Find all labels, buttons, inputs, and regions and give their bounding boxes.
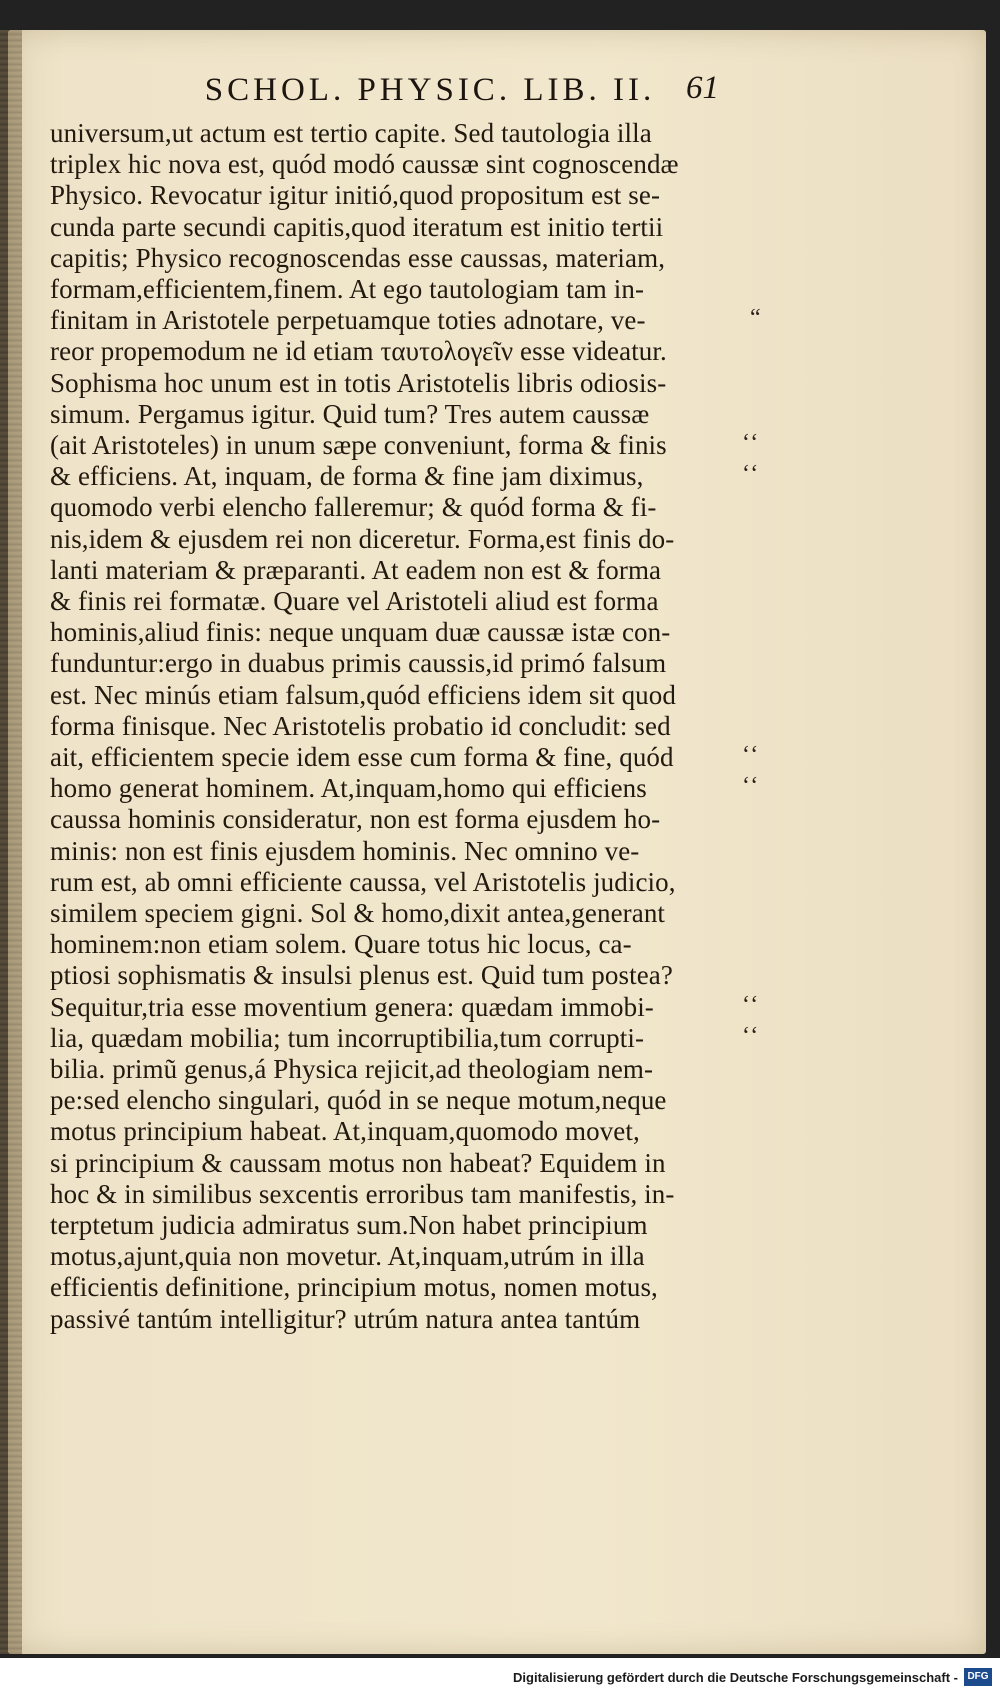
text-line: passivé tantúm intelligitur? utrúm natura antea tantúm	[50, 1303, 641, 1334]
text-line: hoc & in similibus sexcentis erroribus tam manifestis, in-	[50, 1178, 675, 1209]
text-line: Sequitur,tria esse moventium genera: quædam immobi-	[50, 991, 654, 1022]
text-line: quomodo verbi elencho falleremur; & quód forma & fi-	[50, 492, 657, 523]
text-line: lanti materiam & præparanti. At eadem non est & forma	[50, 554, 662, 585]
text-line: forma finisque. Nec Aristotelis probatio id concludit: sed	[50, 710, 671, 741]
page-fore-edge	[0, 30, 22, 1654]
text-line: minis: non est finis ejusdem hominis. Nec omnino ve-	[50, 835, 640, 866]
text-line: simum. Pergamus igitur. Quid tum? Tres autem caussæ	[50, 398, 650, 429]
text-line: hominis,aliud finis: neque unquam duæ caussæ istæ con-	[50, 617, 671, 648]
text-line: bilia. primũ genus,á Physica rejicit,ad theologiam nem-	[50, 1054, 654, 1084]
text-line: cunda parte secundi capitis,quod iteratum est initio tertii	[50, 211, 664, 242]
margin-quote-mark: “	[750, 305, 763, 332]
text-line: reor propemodum ne id etiam ταυτολογεῖν esse videatur.	[50, 336, 667, 367]
margin-quote-mark: ‘‘	[742, 461, 761, 488]
footer-credit: Digitalisierung gefördert durch die Deutsche Forschungsgemeinschaft -	[513, 1670, 958, 1685]
text-line: similem speciem gigni. Sol & homo,dixit antea,generant	[50, 898, 666, 928]
text-line: pe:sed elencho singulari, quód in se neque motum,neque	[50, 1085, 667, 1116]
text-line: si principium & caussam motus non habeat? Equidem in	[50, 1147, 666, 1178]
digitization-footer	[0, 1658, 1000, 1699]
text-line: motus principium habeat. At,inquam,quomodo movet,	[50, 1116, 640, 1147]
text-line: caussa hominis consideratur, non est forma ejusdem ho-	[50, 804, 661, 835]
text-line: funduntur:ergo in duabus primis caussis,id primó falsum	[50, 648, 667, 679]
text-line: nis,idem & ejusdem rei non diceretur. Forma,est finis do-	[50, 523, 675, 554]
margin-quote-mark: ‘‘	[742, 430, 761, 456]
text-line: formam,efficientem,finem. At ego tautologiam tam in-	[50, 274, 645, 304]
dfg-logo: DFG	[964, 1668, 992, 1686]
text-line: terptetum judicia admiratus sum.Non habet principium	[50, 1210, 648, 1240]
text-line: & finis rei formatæ. Quare vel Aristoteli aliud est forma	[50, 586, 659, 616]
text-line: lia, quædam mobilia; tum incorruptibilia,tum corrupti-	[50, 1022, 645, 1053]
text-line: ait, efficientem specie idem esse cum forma & fine, quód	[50, 742, 674, 772]
text-line: Sophisma hoc unum est in totis Aristotelis libris odiosis-	[50, 367, 667, 398]
text-line: triplex hic nova est, quód modó caussæ sint cognoscendæ	[50, 149, 679, 180]
margin-quote-mark: ‘‘	[742, 991, 761, 1018]
text-line: finitam in Aristotele perpetuamque toties adnotare, ve-	[50, 305, 646, 336]
text-line: motus,ajunt,quia non movetur. At,inquam,utrúm in illa	[50, 1241, 645, 1272]
text-line: capitis; Physico recognoscendas esse caussas, materiam,	[50, 242, 666, 273]
text-line: efficientis definitione, principium motus, nomen motus,	[50, 1272, 658, 1303]
text-line: (ait Aristoteles) in unum sæpe conveniunt, forma & finis	[50, 430, 667, 460]
margin-quote-mark: ‘‘	[742, 1022, 761, 1049]
running-header: SCHOL. PHYSIC. LIB. II.	[204, 72, 656, 108]
text-line: rum est, ab omni efficiente caussa, vel Aristotelis judicio,	[50, 866, 676, 897]
page-number: 61	[686, 70, 719, 106]
text-line: & efficiens. At, inquam, de forma & fine jam diximus,	[50, 461, 644, 492]
text-line: ptiosi sophismatis & insulsi plenus est. Quid tum postea?	[50, 960, 673, 991]
text-line: universum,ut actum est tertio capite. Sed tautologia illa	[50, 118, 652, 148]
margin-quote-mark: ‘‘	[742, 773, 761, 800]
margin-quote-mark: ‘‘	[742, 742, 761, 768]
text-line: hominem:non etiam solem. Quare totus hic locus, ca-	[50, 929, 632, 960]
text-line: homo generat hominem. At,inquam,homo qui efficiens	[50, 773, 647, 804]
text-line: Physico. Revocatur igitur initió,quod propositum est se-	[50, 180, 661, 211]
text-line: est. Nec minús etiam falsum,quód efficiens idem sit quod	[50, 679, 676, 710]
